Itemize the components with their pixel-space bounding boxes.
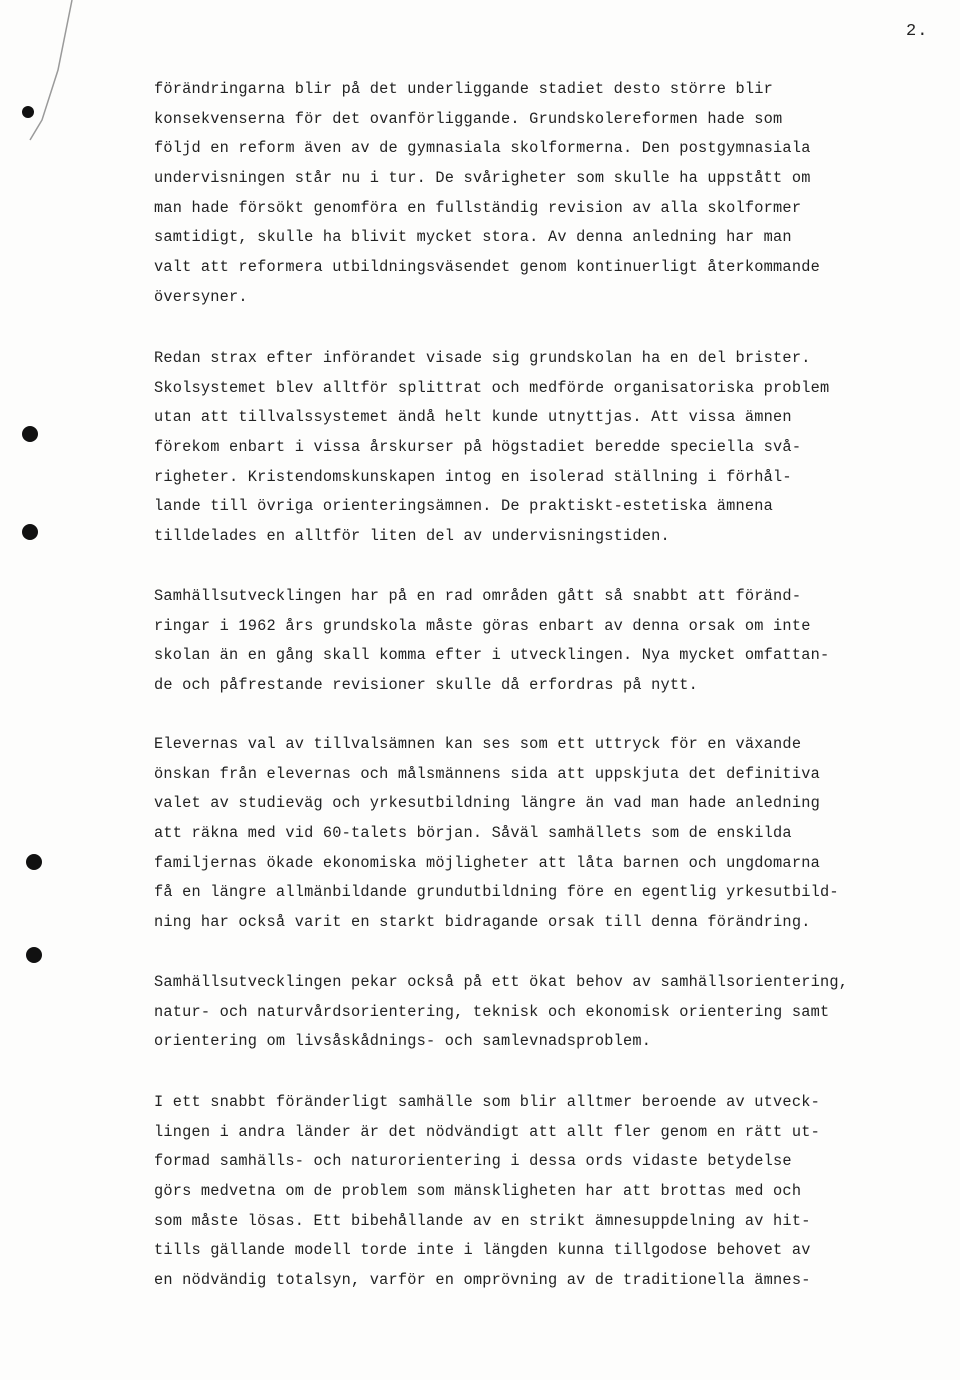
paragraph bbox=[154, 75, 914, 313]
text-line: lande till övriga orienteringsämnen. De praktiskt-estetiska ämnena bbox=[154, 497, 774, 516]
paragraph bbox=[154, 968, 914, 1057]
text-line: de och påfrestande revisioner skulle då erfordras på nytt. bbox=[154, 676, 699, 695]
punch-hole bbox=[22, 426, 38, 442]
text-line: Samhällsutvecklingen har på en rad områden gått så snabbt att föränd- bbox=[154, 587, 802, 605]
paragraph bbox=[154, 1088, 914, 1296]
text-line: konsekvenserna för det ovanförliggande. Grundskolereformen hade som bbox=[154, 109, 783, 128]
text-line: önskan från elevernas och målsmännens sida att uppskjuta det definitiva bbox=[154, 764, 820, 783]
text-line: förekom enbart i vissa årskurser på högstadiet beredde speciella svå- bbox=[154, 438, 802, 457]
text-line: samtidigt, skulle ha blivit mycket stora. Av denna anledning har man bbox=[154, 228, 792, 247]
text-line: undervisningen står nu i tur. De svårigheter som skulle ha uppstått om bbox=[154, 169, 811, 188]
text-line: I ett snabbt föränderligt samhälle som blir alltmer beroende av utveck- bbox=[154, 1093, 820, 1111]
punch-hole bbox=[26, 947, 42, 963]
paragraph bbox=[154, 730, 914, 938]
text-line: översyner. bbox=[154, 287, 248, 306]
text-line: tilldelades en alltför liten del av undervisningstiden. bbox=[154, 527, 670, 546]
text-line: görs medvetna om de problem som mänskligheten har att brottas med och bbox=[154, 1182, 802, 1201]
text-line: man hade försökt genomföra en fullständig revision av alla skolformer bbox=[154, 198, 802, 217]
punch-hole bbox=[22, 106, 34, 118]
text-line: som måste lösas. Ett bibehållande av en strikt ämnesuppdelning av hit- bbox=[154, 1211, 811, 1230]
text-line: ning har också varit en starkt bidragande orsak till denna förändring. bbox=[154, 913, 811, 932]
text-line: förändringarna blir på det underliggande stadiet desto större blir bbox=[154, 80, 774, 98]
text-line: skolan än en gång skall komma efter i utvecklingen. Nya mycket omfattan- bbox=[154, 646, 830, 665]
punch-hole bbox=[26, 854, 42, 870]
punch-hole bbox=[22, 524, 38, 540]
text-line: Samhällsutvecklingen pekar också på ett ökat behov av samhällsorientering, bbox=[154, 973, 849, 991]
paragraph bbox=[154, 344, 914, 552]
paragraph bbox=[154, 582, 914, 701]
text-line: valet av studieväg och yrkesutbildning längre än vad man hade anledning bbox=[154, 794, 820, 813]
text-line: lingen i andra länder är det nödvändigt att allt fler genom en rätt ut- bbox=[154, 1122, 820, 1141]
text-line: formad samhälls- och naturorientering i dessa ords vidaste betydelse bbox=[154, 1152, 792, 1171]
text-line: följd en reform även av de gymnasiala skolformerna. Den postgymnasiala bbox=[154, 139, 811, 158]
text-line: Redan strax efter införandet visade sig grundskolan ha en del brister. bbox=[154, 349, 811, 367]
text-line: righeter. Kristendomskunskapen intog en isolerad ställning i förhål- bbox=[154, 467, 792, 486]
text-line: orientering om livsåskådnings- och samlevnadsproblem. bbox=[154, 1032, 652, 1051]
text-line: tills gällande modell torde inte i längden kunna tillgodose behovet av bbox=[154, 1241, 811, 1260]
text-line: ringar i 1962 års grundskola måste göras enbart av denna orsak om inte bbox=[154, 616, 811, 635]
text-line: natur- och naturvårdsorientering, teknisk och ekonomisk orientering samt bbox=[154, 1002, 830, 1021]
text-line: utan att tillvalssystemet ändå helt kunde utnyttjas. Att vissa ämnen bbox=[154, 408, 792, 427]
text-line: valt att reformera utbildningsväsendet genom kontinuerligt återkommande bbox=[154, 258, 820, 277]
text-line: Elevernas val av tillvalsämnen kan ses som ett uttryck för en växande bbox=[154, 735, 802, 753]
page-number: 2. bbox=[906, 22, 929, 41]
text-line: familjernas ökade ekonomiska möjligheter att låta barnen och ungdomarna bbox=[154, 853, 820, 872]
text-line: en nödvändig totalsyn, varför en omprövning av de traditionella ämnes- bbox=[154, 1271, 811, 1290]
text-line: Skolsystemet blev alltför splittrat och medförde organisatoriska problem bbox=[154, 378, 830, 397]
text-line: att räkna med vid 60-talets början. Såväl samhällets som de enskilda bbox=[154, 824, 792, 843]
text-line: få en längre allmänbildande grundutbildning före en egentlig yrkesutbild- bbox=[154, 883, 839, 902]
